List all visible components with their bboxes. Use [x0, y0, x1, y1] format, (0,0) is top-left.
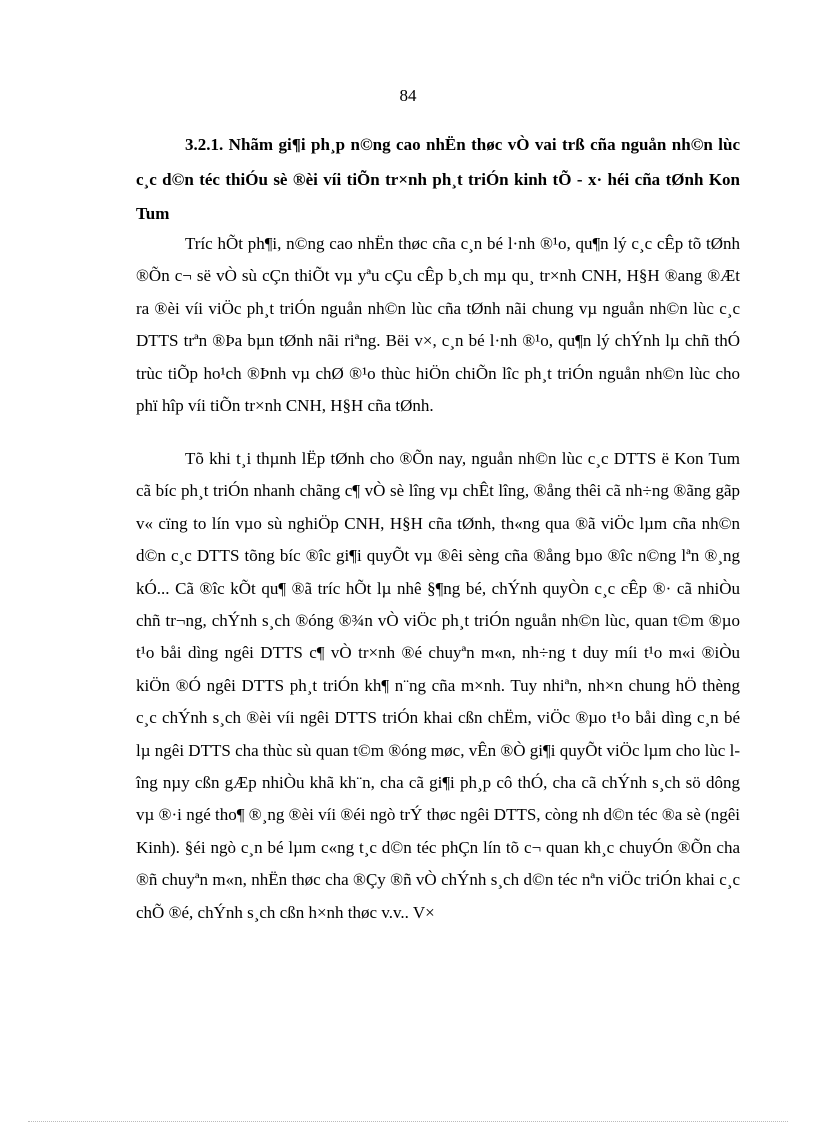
page-bottom-divider	[28, 1121, 788, 1122]
paragraph-2: Tõ khi t¸i thµnh lËp tØnh cho ®Õn nay, nguån nh©n lùc c¸c DTTS ë Kon Tum cã bíc ph¸t triÓn nhanh chãng c¶ vÒ sè lîng vµ chÊt lîng, ®ång thêi cã nh÷ng ®ãng gãp v« cïng to lín vµo sù nghiÖp CNH, H§H cña tØnh, th«ng qua ®ã viÖc lµm cña nh©n d©n c¸c DTTS tõng bíc ®îc gi¶i quyÕt vµ ®êi sèng cña ®ång bµo ®îc n©ng lªn ®¸ng kÓ... Cã ®îc kÕt qu¶ ®ã tríc hÕt lµ nhê §¶ng bé, chÝnh quyÒn c¸c cÊp ®· cã nhiÒu chñ tr¬ng, chÝnh s¸ch ®óng ®¾n vÒ viÖc ph¸t triÓn nguån nh©n lùc, quan t©m ®µo t¹o båi dìng ngêi DTTS c¶ vÒ tr×nh ®é chuyªn m«n, nh÷ng t duy míi t¹o m«i ®iÒu kiÖn ®Ó ngêi DTTS ph¸t triÓn kh¶ n¨ng cña m×nh. Tuy nhiªn, nh×n chung hÖ thèng c¸c chÝnh s¸ch ®èi víi ngêi DTTS triÓn khai cßn chËm, viÖc ®µo t¹o båi dìng c¸n bé lµ ngêi DTTS cha thùc sù quan t©m ®óng møc, vÊn ®Ò gi¶i quyÕt viÖc lµm cho lùc lîng nµy cßn gÆp nhiÒu khã kh¨n, cha cã gi¶i ph¸p cô thÓ, cha cã chÝnh s¸ch sö dông vµ ®·i ngé tho¶ ®¸ng ®èi víi ®éi ngò trÝ thøc ngêi DTTS, còng nh d©n téc ®a sè (ngêi Kinh). §éi ngò c¸n bé lµm c«ng t¸c d©n téc phÇn lín tõ c¬ quan kh¸c chuyÓn ®Õn cha ®ñ chuyªn m«n, nhËn thøc cha ®Çy ®ñ vÒ chÝnh s¸ch d©n téc nªn viÖc triÓn khai c¸c chÕ ®é, chÝnh s¸ch cßn h×nh thøc v.v.. V×	[136, 449, 740, 922]
section-heading: 3.2.1. Nhãm gi¶i ph¸p n©ng cao nhËn thøc vÒ vai trß cña nguån nh©n lùc c¸c d©n téc thiÓu sè ®èi víi tiÕn tr×nh ph¸t triÓn kinh tÕ - x· héi cña tØnh Kon Tum	[136, 135, 740, 223]
paragraph-1: Tríc hÕt ph¶i, n©ng cao nhËn thøc cña c¸n bé l·nh ®¹o, qu¶n lý c¸c cÊp tõ tØnh ®Õn c¬ së vÒ sù cÇn thiÕt vµ yªu cÇu cÊp b¸ch mµ qu¸ tr×nh CNH, H§H ®ang ®Æt ra ®èi víi viÖc ph¸t triÓn nguån nh©n lùc cña tØnh nãi chung vµ nguån nh©n lùc c¸c DTTS trªn ®Þa bµn tØnh nãi riªng. Bëi v×, c¸n bé l·nh ®¹o, qu¶n lý chÝnh lµ chñ thÓ trùc tiÕp ho¹ch ®Þnh vµ chØ ®¹o thùc hiÖn chiÕn lîc ph¸t triÓn nguån nh©n lùc cho phï hîp víi tiÕn tr×nh CNH, H§H cña tØnh.	[136, 234, 740, 416]
page-number: 84	[399, 86, 417, 105]
